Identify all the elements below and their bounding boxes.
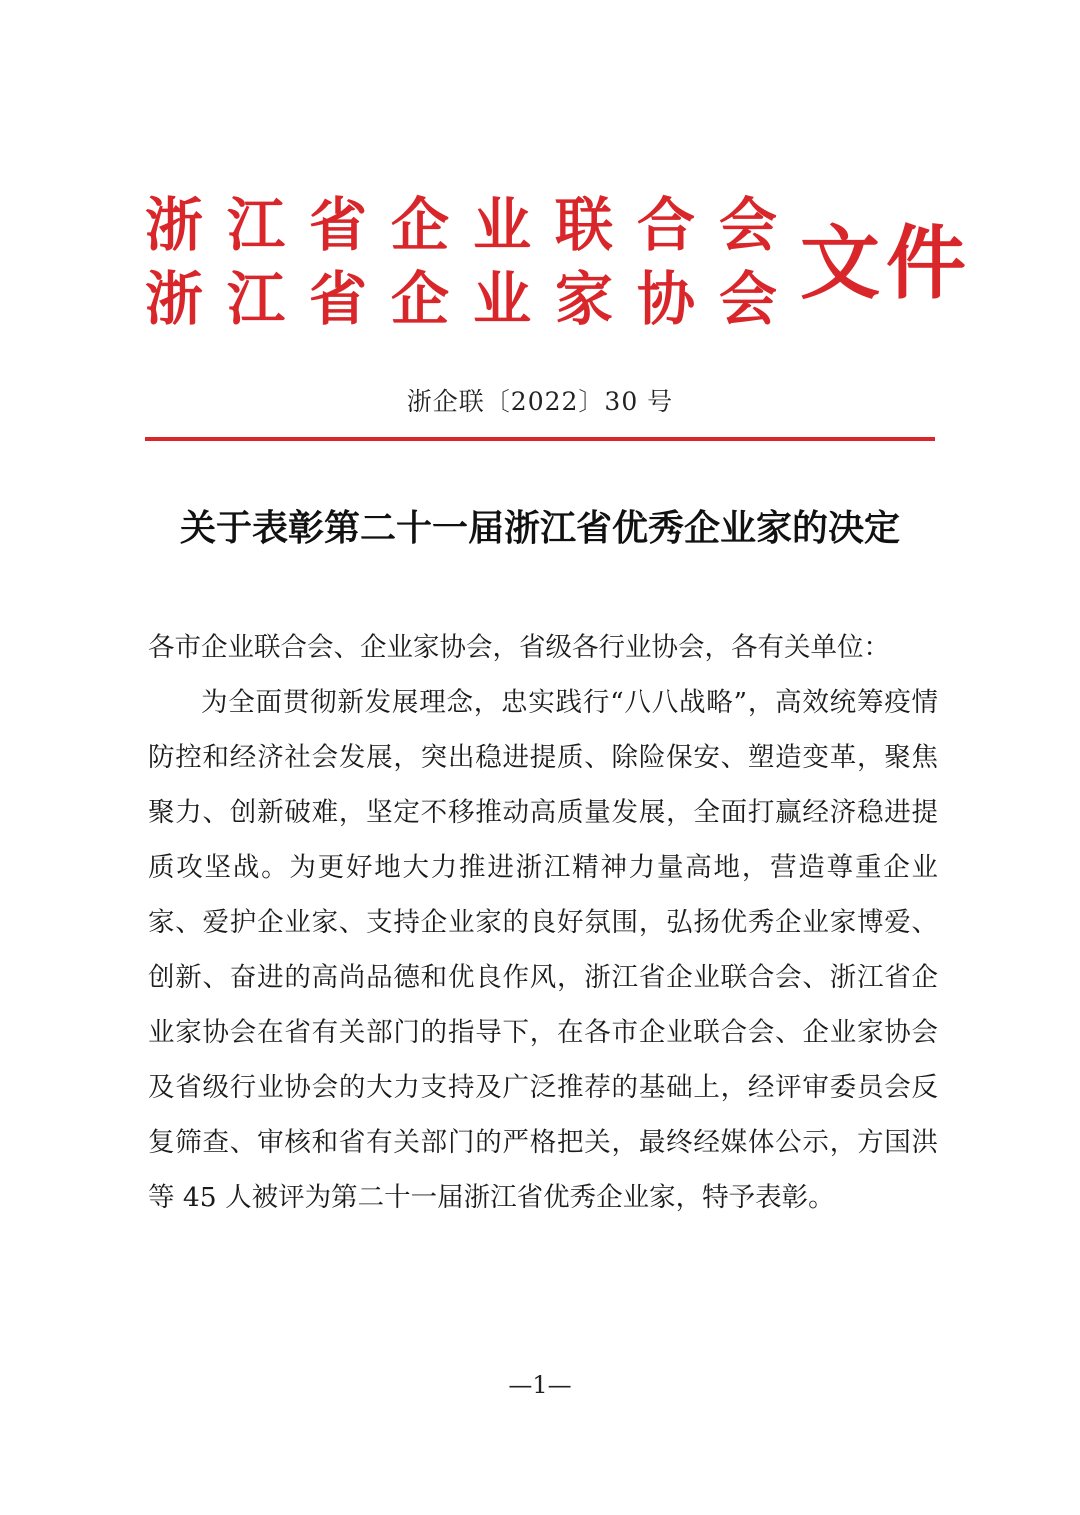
page-number: —1— [508, 1371, 572, 1399]
org-name-entrepreneurs-association: 浙江省企业家协会 [145, 265, 802, 333]
document-header [145, 190, 972, 340]
document-type-label: 文件 [800, 216, 972, 310]
salutation: 各市企业联合会、企业家协会，省级各行业协会，各有关单位： [148, 632, 890, 663]
document-title: 关于表彰第二十一届浙江省优秀企业家的决定 [179, 507, 900, 549]
document-body [148, 620, 938, 1225]
document-number: 浙企联〔2022〕30 号 [406, 387, 674, 416]
red-divider-line [145, 437, 935, 441]
issuing-organizations [145, 190, 802, 334]
org-name-enterprise-confederation: 浙江省企业联合会 [145, 191, 802, 259]
body-paragraph: 为全面贯彻新发展理念，忠实践行“八八战略”，高效统筹疫情防控和经济社会发展，突出稳进提质、除险保安、塑造变革，聚焦聚力、创新破难，坚定不移推动高质量发展，全面打赢经济稳进提质攻坚战。为更好地大力推进浙江精神力量高地，营造尊重企业家、爱护企业家、支持企业家的良好氛围，弘扬优秀企业家博爱、创新、奋进的高尚品德和优良作风，浙江省企业联合会、浙江省企业家协会在省有关部门的指导下，在各市企业联合会、企业家协会及省级行业协会的大力支持及广泛推荐的基础上，经评审委员会反复筛查、审核和省有关部门的严格把关，最终经媒体公示，方国洪等 45 人被评为第二十一届浙江省优秀企业家，特予表彰。 [148, 687, 938, 1213]
